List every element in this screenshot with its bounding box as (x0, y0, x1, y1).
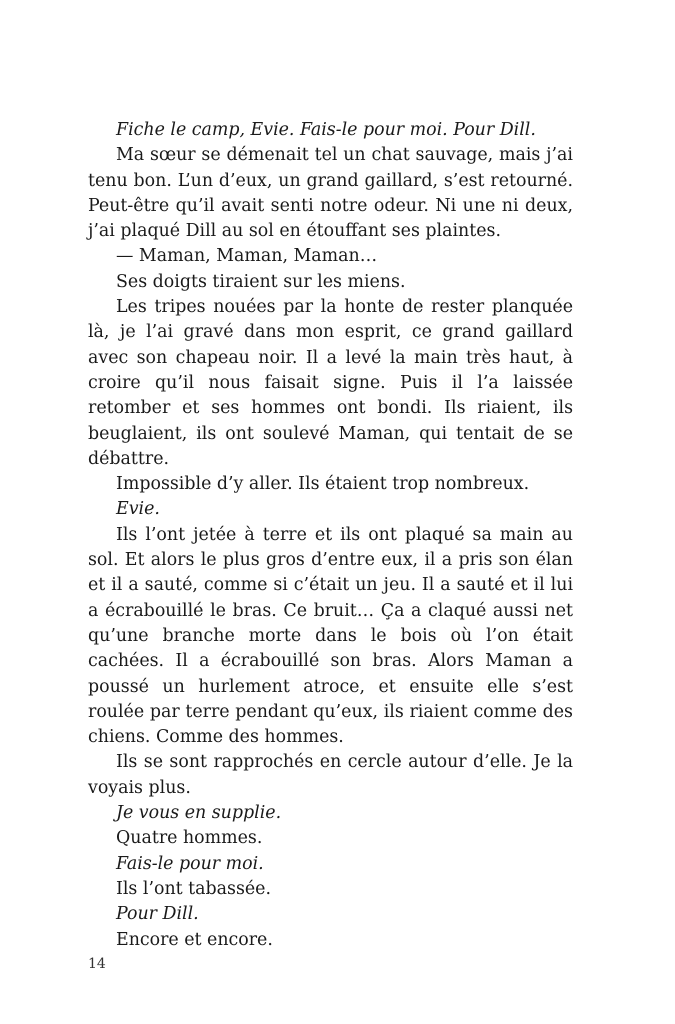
paragraph: Les tripes nouées par la honte de rester planquée là, je l’ai gravé dans mon esprit, ce grand gaillard avec son chapeau noir. Il a levé la main très haut, à croire qu’il nous faisait signe. Puis il l’a laissée retomber et ses hommes ont bondi. Ils riaient, ils beuglaient, ils ont soulevé Maman, qui tentait de se débattre. (88, 297, 573, 469)
page-body (88, 118, 573, 953)
paragraph: Impossible d’y aller. Ils étaient trop nombreux. (116, 474, 530, 495)
paragraph: Evie. (116, 499, 160, 520)
paragraph: Ils l’ont tabassée. (116, 878, 271, 899)
paragraph: Fiche le camp, Evie. Fais-le pour moi. Pour Dill. (116, 120, 536, 140)
paragraph: Ma sœur se démenait tel un chat sauvage, mais j’ai tenu bon. L’un d’eux, un grand gaillard, s’est retourné. Peut-être qu’il avait senti notre odeur. Ni une ni deux, j’ai plaqué Dill au sol en étouffant ses plaintes. (88, 145, 573, 242)
paragraph: Quatre hommes. (116, 828, 263, 849)
paragraph: Fais-le pour moi. (116, 853, 264, 874)
paragraph: Pour Dill. (116, 904, 199, 925)
dialogue-line: — Maman, Maman, Maman… (116, 246, 378, 267)
page-number: 14 (88, 956, 106, 972)
paragraph: Ils l’ont jetée à terre et ils ont plaqué sa main au sol. Et alors le plus gros d’entre eux, il a pris son élan et il a sauté, comme si c’était un jeu. Il a sauté et il lui a écrabouillé le bras. Ce bruit… Ça a claqué aussi net qu’une branche morte dans le bois où l’on était cachées. Il a écrabouillé son bras. Alors Maman a poussé un hurlement atroce, et ensuite elle s’est roulée par terre pendant qu’eux, ils riaient comme des chiens. Comme des hommes. (88, 524, 573, 748)
paragraph: Je vous en supplie. (116, 803, 282, 824)
paragraph: Ses doigts tiraient sur les miens. (116, 271, 406, 292)
paragraph: Ils se sont rapprochés en cercle autour d’elle. Je la voyais plus. (88, 752, 573, 798)
paragraph: Encore et encore. (116, 929, 273, 950)
